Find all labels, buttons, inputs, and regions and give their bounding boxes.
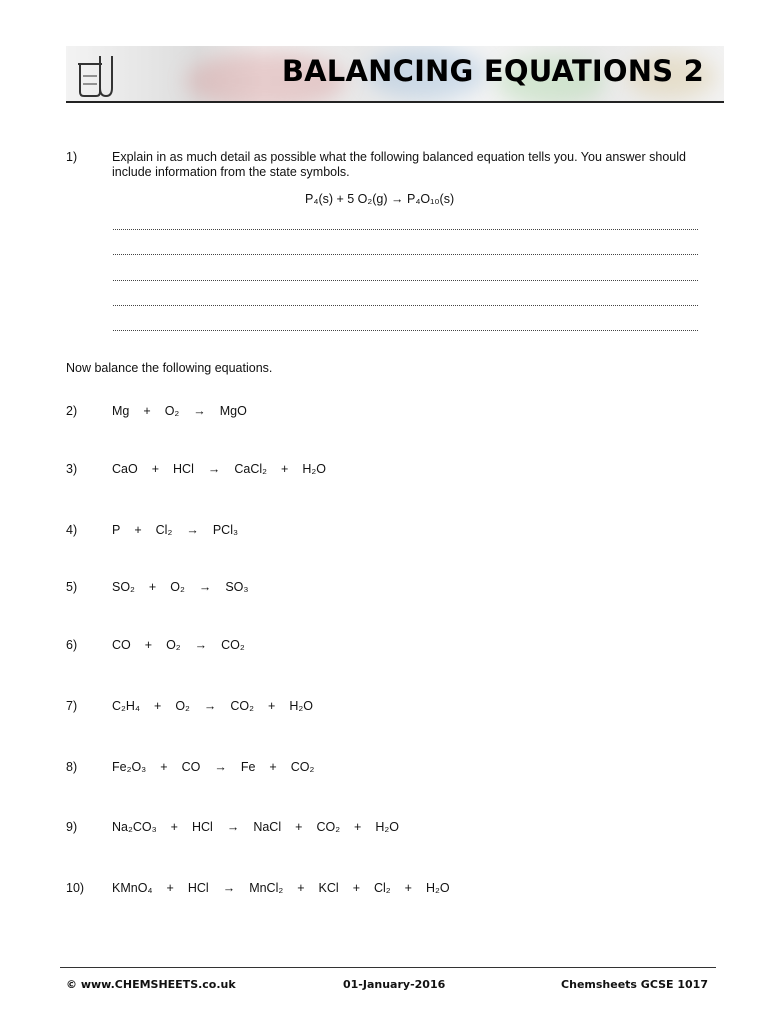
plus-sign: + <box>154 699 162 713</box>
equation-row <box>112 462 340 477</box>
given-equation: P₄(s) + 5 O₂(g) → P₄O₁₀(s) <box>305 192 455 206</box>
question-number: 1) <box>66 150 78 164</box>
plus-sign: + <box>144 638 153 652</box>
question-number: 10) <box>66 881 85 895</box>
chemical-formula: Na₂CO₃ <box>112 820 157 834</box>
plus-sign: + <box>148 580 157 594</box>
question-text: Explain in as much detail as possible what the following balanced equation tells you. You answer should include information from the state symbols. <box>112 150 686 179</box>
question-number: 6) <box>66 638 78 652</box>
chemical-formula: Fe₂O₃ <box>112 760 147 774</box>
plus-sign: + <box>160 760 168 774</box>
chemical-formula: MnCl₂ <box>249 881 284 895</box>
answer-line[interactable] <box>113 280 698 281</box>
question-number: 2) <box>66 404 78 418</box>
plus-sign: + <box>404 881 412 895</box>
chemical-formula: CO₂ <box>290 760 315 774</box>
equation-row <box>112 580 262 595</box>
footer-reference: Chemsheets GCSE 1017 <box>561 978 708 991</box>
chemical-formula: CO₂ <box>316 820 341 834</box>
chemical-formula: P <box>112 523 121 537</box>
instruction-text: Now balance the following equations. <box>66 361 273 375</box>
chemical-formula: Mg <box>112 404 130 418</box>
chemical-formula: O₂ <box>175 699 190 713</box>
chemical-formula: H₂O <box>302 462 326 476</box>
chemical-formula: HCl <box>191 820 213 834</box>
chemical-formula: KCl <box>318 881 339 895</box>
plus-sign: + <box>170 820 178 834</box>
plus-sign: + <box>354 820 362 834</box>
chemical-formula: Cl₂ <box>155 523 173 537</box>
plus-sign: + <box>268 699 276 713</box>
beaker-icon <box>74 52 120 98</box>
chemical-formula: CO <box>181 760 201 774</box>
equation-row <box>112 699 327 714</box>
arrow-icon: → <box>186 523 199 537</box>
chemical-formula: Fe <box>240 760 256 774</box>
plus-sign: + <box>269 760 277 774</box>
chemical-formula: MgO <box>219 404 247 418</box>
question-number: 7) <box>66 699 78 713</box>
plus-sign: + <box>166 881 174 895</box>
chemical-formula: HCl <box>173 462 194 476</box>
arrow-icon: → <box>226 820 240 834</box>
plus-sign: + <box>297 881 305 895</box>
equation-row <box>112 404 261 419</box>
equation-row <box>112 523 252 538</box>
answer-line[interactable] <box>113 305 698 306</box>
chemical-formula: KMnO₄ <box>112 881 153 895</box>
chemical-formula: CO₂ <box>221 638 245 652</box>
arrow-icon: → <box>198 580 212 594</box>
arrow-icon: → <box>207 462 221 476</box>
arrow-icon: → <box>194 638 208 652</box>
chemical-formula: SO₂ <box>112 580 135 594</box>
chemical-formula: Cl₂ <box>374 881 391 895</box>
chemical-formula: O₂ <box>170 580 185 594</box>
chemical-formula: CaO <box>112 462 138 476</box>
footer-divider <box>60 967 716 968</box>
plus-sign: + <box>352 881 360 895</box>
chemical-formula: H₂O <box>375 820 399 834</box>
arrow-icon: → <box>193 404 206 418</box>
equation-row <box>112 638 259 653</box>
equation-row <box>112 760 328 775</box>
chemical-formula: C₂H₄ <box>112 699 141 713</box>
plus-sign: + <box>134 523 142 537</box>
question-number: 3) <box>66 462 78 476</box>
chemical-formula: O₂ <box>166 638 181 652</box>
equation-row <box>112 881 464 896</box>
page-title: BALANCING EQUATIONS 2 <box>281 54 704 88</box>
chemical-formula: CO₂ <box>230 699 255 713</box>
plus-sign: + <box>281 462 289 476</box>
footer-website: © www.CHEMSHEETS.co.uk <box>66 978 236 991</box>
footer-date: 01-January-2016 <box>343 978 446 991</box>
arrow-icon: → <box>203 699 217 713</box>
plus-sign: + <box>151 462 160 476</box>
chemical-formula: HCl <box>187 881 209 895</box>
chemical-formula: PCl₃ <box>212 523 239 537</box>
header-divider <box>66 101 724 103</box>
equation-row <box>112 820 413 835</box>
chemical-formula: H₂O <box>425 881 450 895</box>
chemical-formula: SO₃ <box>225 580 249 594</box>
question-number: 8) <box>66 760 78 774</box>
question-number: 4) <box>66 523 78 537</box>
plus-sign: + <box>295 820 303 834</box>
answer-line[interactable] <box>113 254 698 255</box>
chemical-formula: O₂ <box>164 404 180 418</box>
arrow-icon: → <box>214 760 227 774</box>
question-number: 5) <box>66 580 78 594</box>
question-number: 9) <box>66 820 78 834</box>
chemical-formula: H₂O <box>289 699 313 713</box>
chemical-formula: CO <box>112 638 131 652</box>
answer-line[interactable] <box>113 229 698 230</box>
answer-line[interactable] <box>113 330 698 331</box>
chemical-formula: CaCl₂ <box>234 462 267 476</box>
chemical-formula: NaCl <box>253 820 282 834</box>
arrow-icon: → <box>222 881 236 895</box>
plus-sign: + <box>143 404 151 418</box>
